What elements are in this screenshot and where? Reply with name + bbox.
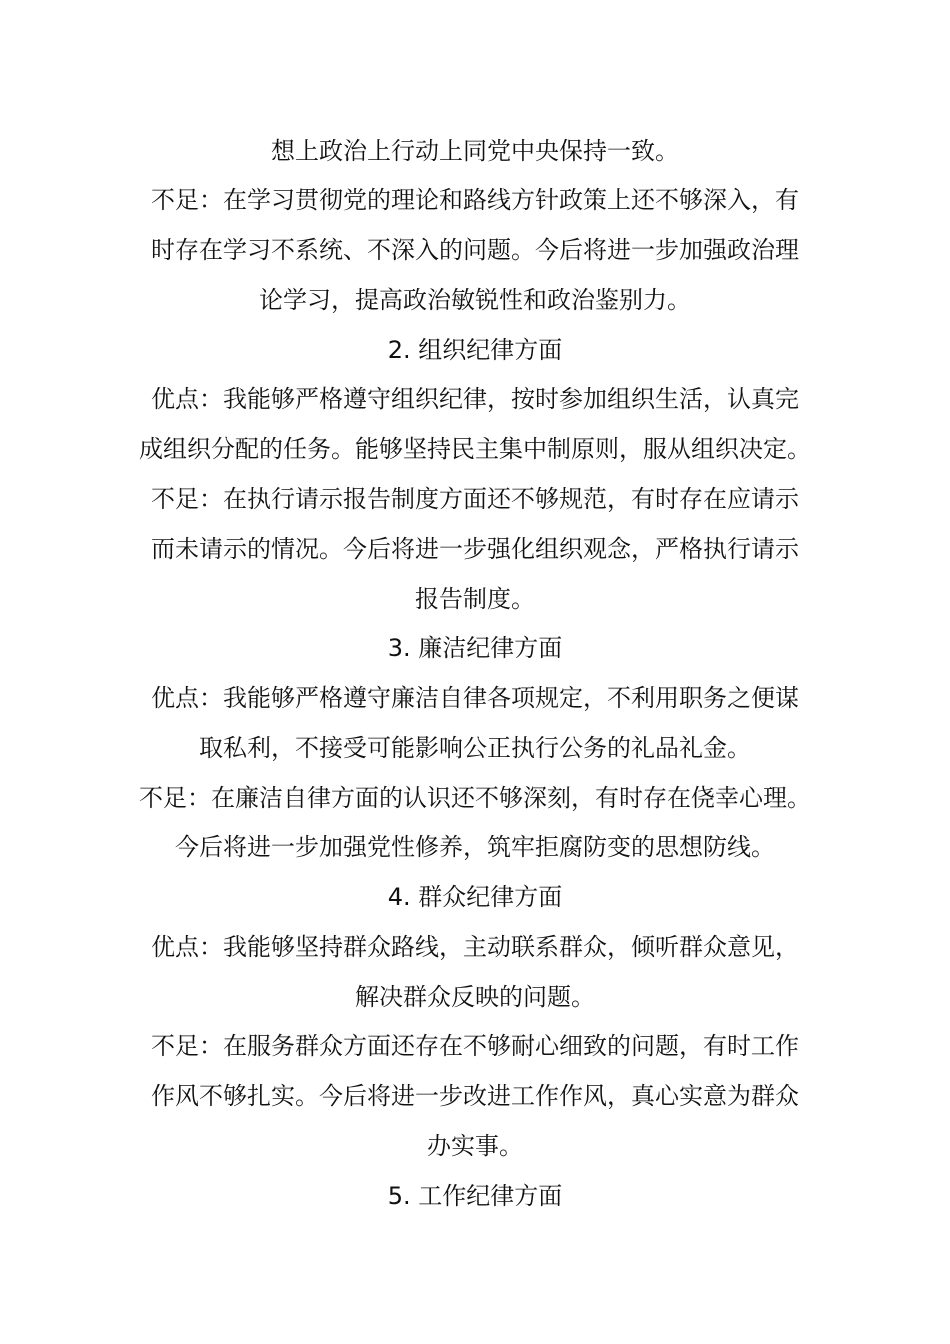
text-line: 成组织分配的任务。能够坚持民主集中制原则，服从组织决定。 [139,435,811,463]
section-heading: 4. 群众纪律方面 [387,883,563,911]
text-line: 不足：在学习贯彻党的理论和路线方针政策上还不够深入，有 [151,186,799,214]
text-line: 论学习，提高政治敏锐性和政治鉴别力。 [259,286,691,314]
text-line: 不足：在执行请示报告制度方面还不够规范，有时存在应请示 [151,485,799,513]
text-line: 优点：我能够严格遵守廉洁自律各项规定，不利用职务之便谋 [151,684,799,712]
text-line: 作风不够扎实。今后将进一步改进工作作风，真心实意为群众 [151,1082,799,1110]
section-heading: 5. 工作纪律方面 [387,1182,563,1210]
section-heading: 3. 廉洁纪律方面 [387,634,563,662]
text-line: 办实事。 [427,1132,523,1160]
text-line: 报告制度。 [415,585,535,613]
section-heading: 2. 组织纪律方面 [387,336,563,364]
text-line: 时存在学习不系统、不深入的问题。今后将进一步加强政治理 [151,236,799,264]
text-line: 不足：在廉洁自律方面的认识还不够深刻，有时存在侥幸心理。 [139,784,811,812]
text-line: 今后将进一步加强党性修养，筑牢拒腐防变的思想防线。 [175,833,775,861]
text-line: 而未请示的情况。今后将进一步强化组织观念，严格执行请示 [151,535,799,563]
text-line: 优点：我能够严格遵守组织纪律，按时参加组织生活，认真完 [151,385,799,413]
text-line: 优点：我能够坚持群众路线，主动联系群众，倾听群众意见， [151,933,799,961]
text-line: 不足：在服务群众方面还存在不够耐心细致的问题，有时工作 [151,1032,799,1060]
text-line: 解决群众反映的问题。 [355,983,595,1011]
text-line: 取私利，不接受可能影响公正执行公务的礼品礼金。 [199,734,751,762]
text-line: 想上政治上行动上同党中央保持一致。 [271,137,679,165]
